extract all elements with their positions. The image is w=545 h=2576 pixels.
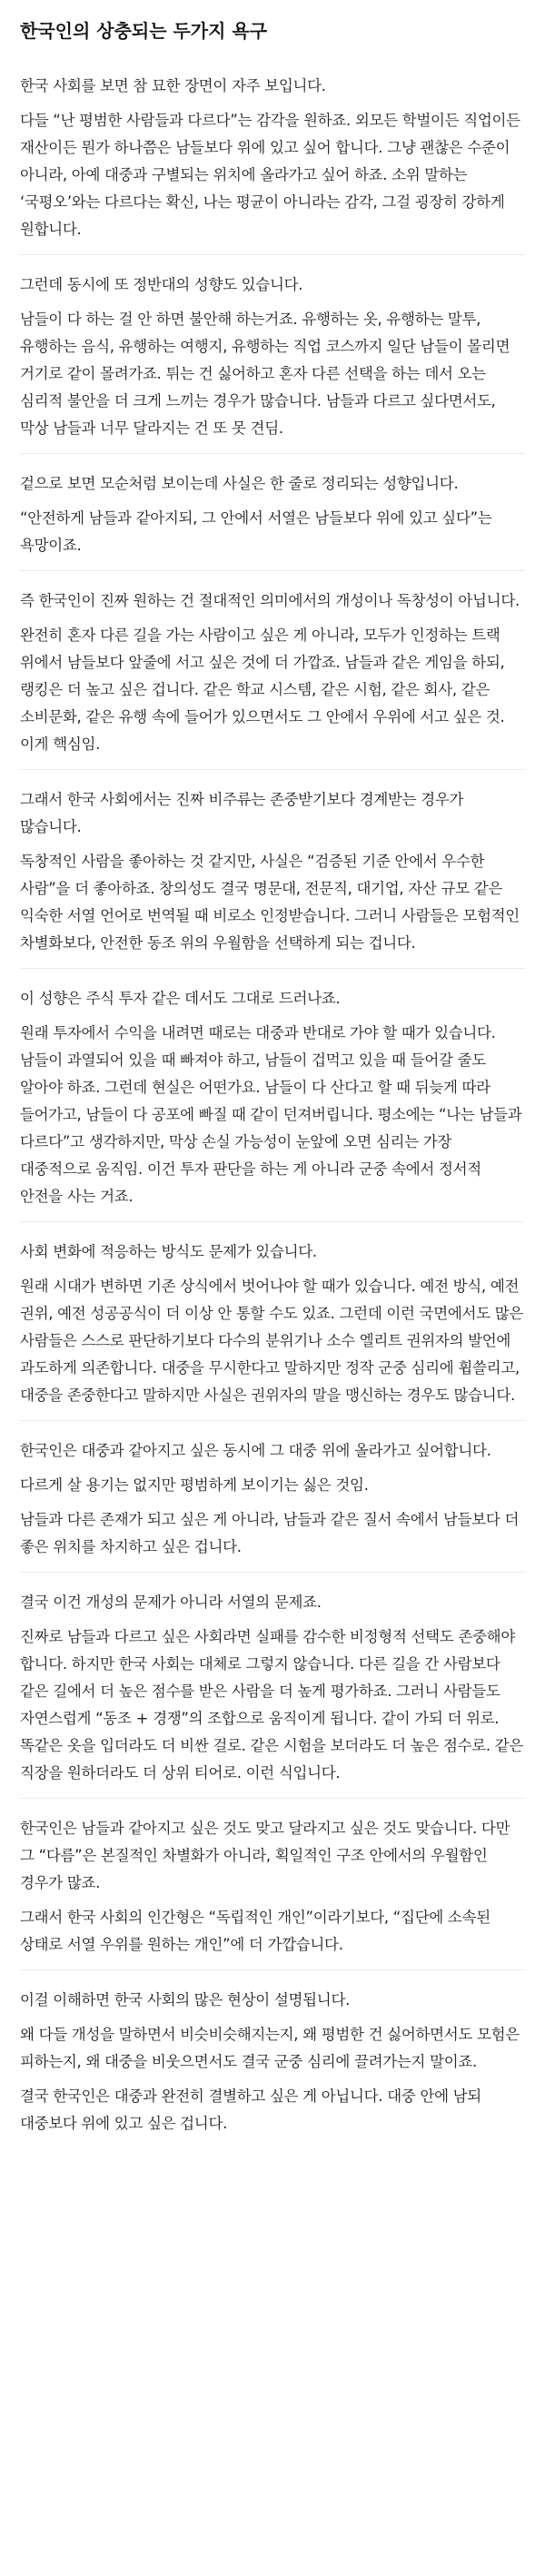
article-title: 한국인의 상충되는 두가지 욕구 — [20, 20, 268, 42]
article-section — [20, 968, 525, 1210]
paragraph: 겉으로 보면 모순처럼 보이는데 사실은 한 줄로 정리되는 성향입니다. — [20, 475, 459, 492]
paragraph: 결국 이건 개성의 문제가 아니라 서열의 문제죠. — [20, 1594, 322, 1611]
paragraph: 남들과 다른 존재가 되고 싶은 게 아니라, 남들과 같은 질서 속에서 남들보다 더 좋은 위치를 차지하고 싶은 겁니다. — [20, 1511, 520, 1555]
paragraph: 독창적인 사람을 좋아하는 것 같지만, 사실은 “검증된 기준 안에서 우수한 사람”을 더 좋아하죠. 창의성도 결국 명문대, 전문직, 대기업, 자산 규모 같은 익숙한 서열 언어로 번역될 때 비로소 인정받습니다. 그러니 사람들은 모험적인 차별화보다, 안전한 동조 위의 우월함을 선택하게 되는 겁니다. — [20, 853, 520, 952]
article-section — [20, 1969, 525, 2137]
paragraph: 즉 한국인이 진짜 원하는 건 절대적인 의미에서의 개성이나 독창성이 아닙니다. — [20, 592, 520, 609]
paragraph: 한국 사회를 보면 참 묘한 장면이 자주 보입니다. — [20, 77, 326, 94]
article-section — [20, 73, 525, 243]
paragraph: 결국 한국인은 대중과 완전히 결별하고 싶은 게 아닙니다. 대중 안에 남되 대중보다 위에 있고 싶은 겁니다. — [20, 2087, 481, 2132]
paragraph: “안전하게 남들과 같아지되, 그 안에서 서열은 남들보다 위에 있고 싶다”는 욕망이죠. — [20, 509, 492, 554]
paragraph: 그런데 동시에 또 정반대의 성향도 있습니다. — [20, 276, 303, 293]
paragraph: 완전히 혼자 다른 길을 가는 사람이고 싶은 게 아니라, 모두가 인정하는 트랙 위에서 남들보다 앞줄에 서고 싶은 것에 더 가깝죠. 남들과 같은 게임을 하되, 랭킹은 더 높고 싶은 겁니다. 같은 학교 시스템, 같은 시험, 같은 회사, 같은 소비문화, 같은 유행 속에 들어가 있으면서도 그 안에서 우위에 서고 싶은 것. 이게 핵심임. — [20, 627, 505, 753]
article-section — [20, 1420, 525, 1561]
paragraph: 사회 변화에 적응하는 방식도 문제가 있습니다. — [20, 1243, 317, 1260]
paragraph: 원래 투자에서 수익을 내려면 때로는 대중과 반대로 가야 할 때가 있습니다. 남들이 과열되어 있을 때 빠져야 하고, 남들이 겁먹고 있을 때 들어갈 줄도 알아야 하죠. 그런데 현실은 어떤가요. 남들이 다 산다고 할 때 뒤늦게 따라 들어가고, 남들이 다 공포에 빠질 때 같이 던져버립니다. 평소에는 “나는 남들과 다르다”고 생각하지만, 막상 손실 가능성이 눈앞에 오면 심리는 가장 대중적으로 움직임. 이건 투자 판단을 하는 게 아니라 군중 속에서 정서적 안전을 사는 거죠. — [20, 1024, 522, 1205]
article-section — [20, 1221, 525, 1409]
paragraph: 한국인은 남들과 같아지고 싶은 것도 맞고 달라지고 싶은 것도 맞습니다. 다만 그 “다름”은 본질적인 차별화가 아니라, 획일적인 구조 안에서의 우월함인 경우가 많죠. — [20, 1820, 510, 1891]
article-section — [20, 1798, 525, 1959]
paragraph: 진짜로 남들과 다르고 싶은 사회라면 실패를 감수한 비정형적 선택도 존중해야 합니다. 하지만 한국 사회는 대체로 그렇지 않습니다. 다른 길을 간 사람보다 같은 길에서 더 높은 점수를 받은 사람을 더 높게 평가하죠. 그러니 사람들도 자연스럽게 “동조 + 경쟁”의 조합으로 움직이게 됩니다. 같이 가되 더 위로. 똑같은 옷을 입더라도 더 비싼 걸로. 같은 시험을 보더라도 더 높은 점수로. 같은 직장을 원하더라도 더 상위 티어로. 이런 식입니다. — [20, 1628, 524, 1781]
paragraph: 이걸 이해하면 한국 사회의 많은 현상이 설명됩니다. — [20, 1991, 351, 2008]
paragraph: 왜 다들 개성을 말하면서 비슷비슷해지는지, 왜 평범한 건 싫어하면서도 모험은 피하는지, 왜 대중을 비웃으면서도 결국 군중 심리에 끌려가는지 말이죠. — [20, 2026, 520, 2070]
article-section — [20, 570, 525, 758]
article-section — [20, 1572, 525, 1787]
article-section — [20, 254, 525, 442]
paragraph: 그래서 한국 사회의 인간형은 “독립적인 개인”이라기보다, “집단에 소속된 상태로 서열 우위를 원하는 개인”에 더 가깝습니다. — [20, 1909, 490, 1953]
paragraph: 그래서 한국 사회에서는 진짜 비주류는 존중받기보다 경계받는 경우가 많습니다. — [20, 791, 464, 835]
paragraph: 다르게 살 용기는 없지만 평범하게 보이기는 싫은 것임. — [20, 1476, 369, 1494]
paragraph: 이 성향은 주식 투자 같은 데서도 그대로 드러나죠. — [20, 990, 341, 1007]
article-section — [20, 769, 525, 957]
paragraph: 남들이 다 하는 걸 안 하면 불안해 하는거죠. 유행하는 옷, 유행하는 말투, 유행하는 음식, 유행하는 여행지, 유행하는 직업 코스까지 일단 남들이 몰리면 거기로 같이 몰려가죠. 튀는 건 싫어하고 혼자 다른 선택을 하는 데서 오는 심리적 불안을 더 크게 느끼는 경우가 많습니다. 남들과 다르고 싶다면서도, 막상 남들과 너무 달라지는 건 또 못 견딤. — [20, 311, 510, 437]
article-body — [20, 73, 525, 2137]
paragraph: 원래 시대가 변하면 기존 상식에서 벗어나야 할 때가 있습니다. 예전 방식, 예전 권위, 예전 성공공식이 더 이상 안 통할 수도 있죠. 그런데 이런 국면에서도 많은 사람들은 스스로 판단하기보다 다수의 분위기나 소수 엘리트 권위자의 발언에 과도하게 의존합니다. 대중을 무시한다고 말하지만 정작 군중 심리에 휩쓸리고, 대중을 존중한다고 말하지만 사실은 권위자의 말을 맹신하는 경우도 많습니다. — [20, 1278, 524, 1404]
article-section — [20, 453, 525, 559]
paragraph: 다들 “난 평범한 사람들과 다르다”는 감각을 원하죠. 외모든 학벌이든 직업이든 재산이든 뭔가 하나쯤은 남들보다 위에 있고 싶어 합니다. 그냥 괜찮은 수준이 아니라, 아예 대중과 구별되는 위치에 올라가고 싶어 하죠. 소위 말하는 ‘국평오’와는 다르다는 확신, 나는 평균이 아니라는 감각, 그걸 굉장히 강하게 원합니다. — [20, 112, 520, 238]
paragraph: 한국인은 대중과 같아지고 싶은 동시에 그 대중 위에 올라가고 싶어합니다. — [20, 1442, 491, 1459]
